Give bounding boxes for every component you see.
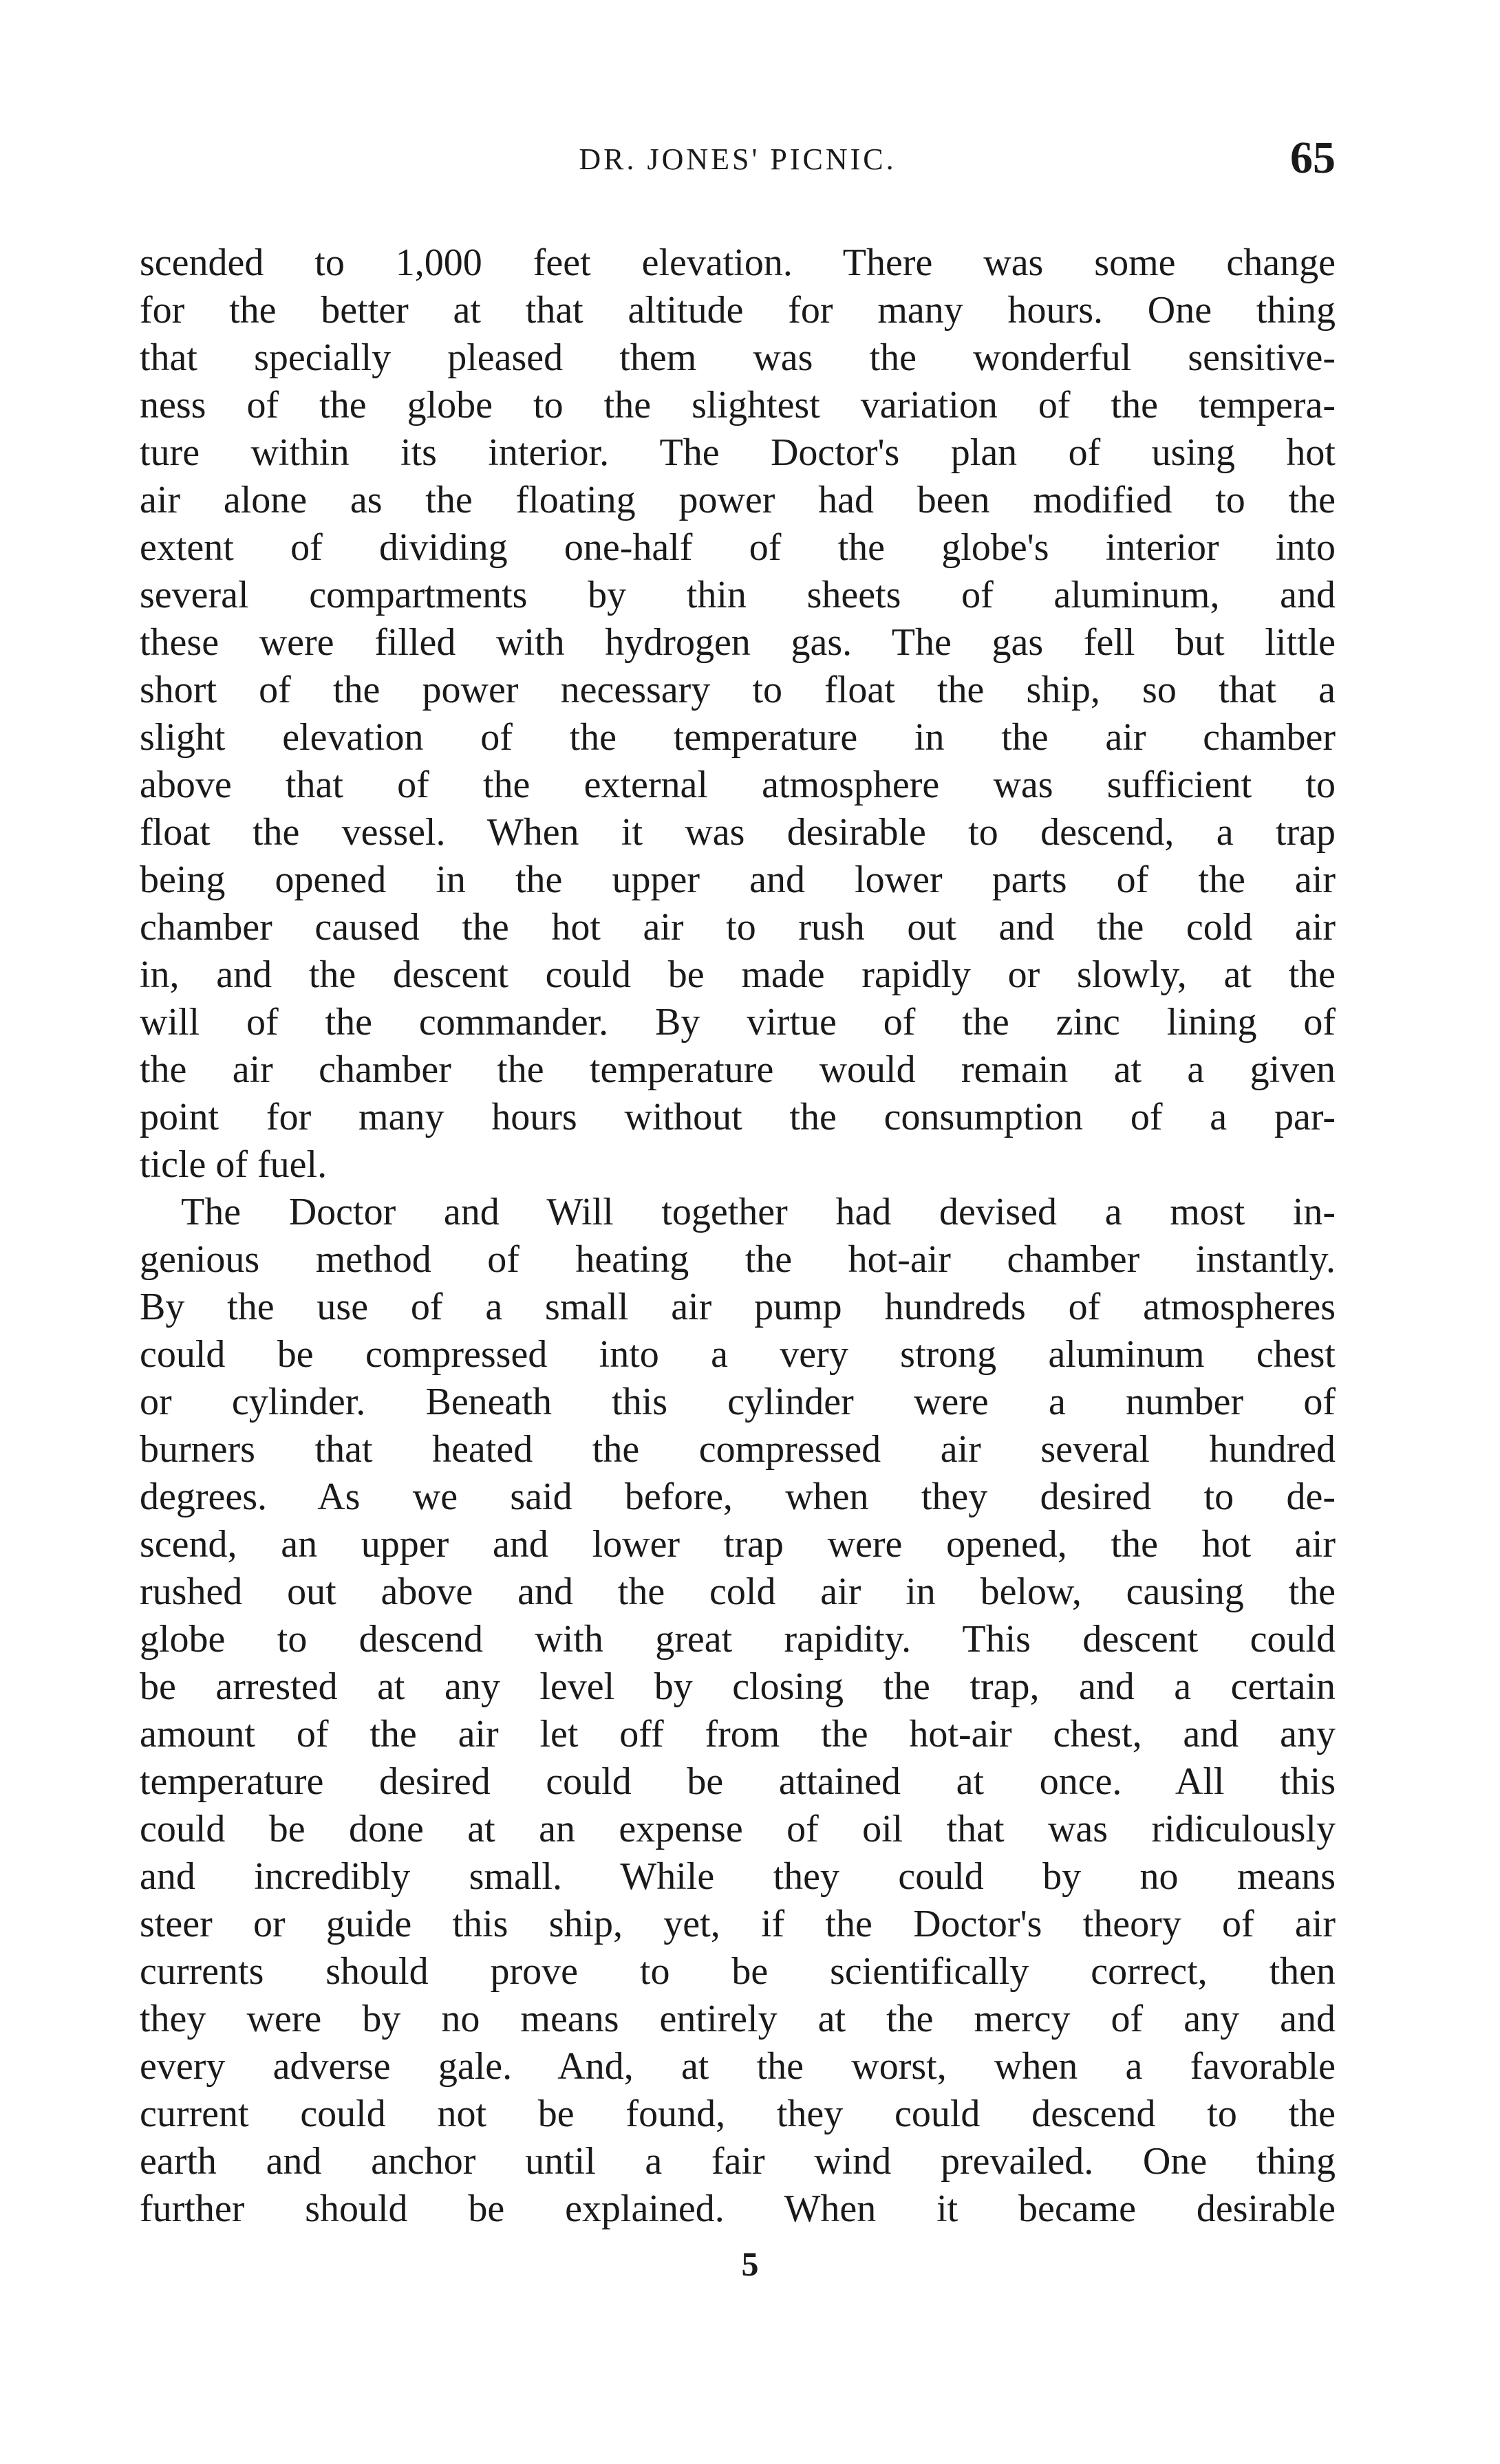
- text-line: being opened in the upper and lower parts of the air: [140, 858, 1336, 901]
- running-head: [140, 132, 1336, 194]
- running-title: DR. JONES' PICNIC.: [579, 142, 897, 176]
- text-line: steer or guide this ship, yet, if the Doctor's theory of air: [140, 1903, 1336, 1945]
- text-line: extent of dividing one-half of the globe's interior into: [140, 526, 1336, 569]
- text-line: float the vessel. When it was desirable to descend, a trap: [140, 811, 1336, 854]
- text-line: By the use of a small air pump hundreds of atmospheres: [140, 1286, 1336, 1328]
- text-line: ture within its interior. The Doctor's plan of using hot: [140, 431, 1336, 474]
- text-line: chamber caused the hot air to rush out and the cold air: [140, 906, 1336, 949]
- text-line: temperature desired could be attained at once. All this: [140, 1760, 1336, 1803]
- text-line: for the better at that altitude for many hours. One thing: [140, 289, 1336, 332]
- text-line: in, and the descent could be made rapidly or slowly, at the: [140, 953, 1336, 996]
- text-line: further should be explained. When it became desirable: [140, 2187, 1336, 2230]
- text-line: they were by no means entirely at the mercy of any and: [140, 1998, 1336, 2040]
- text-line: amount of the air let off from the hot-air chest, and any: [140, 1713, 1336, 1755]
- text-line: short of the power necessary to float the ship, so that a: [140, 669, 1336, 711]
- text-line: ness of the globe to the slightest variation of the tempera-: [140, 384, 1336, 426]
- text-line: that specially pleased them was the wonderful sensitive-: [140, 336, 1336, 379]
- text-line: and incredibly small. While they could by no means: [140, 1855, 1336, 1898]
- text-line: be arrested at any level by closing the trap, and a certain: [140, 1665, 1336, 1708]
- text-line: or cylinder. Beneath this cylinder were a number of: [140, 1381, 1336, 1423]
- text-line: current could not be found, they could descend to the: [140, 2093, 1336, 2135]
- paragraph-start-line: The Doctor and Will together had devised a most in-: [181, 1191, 1336, 1233]
- text-line: earth and anchor until a fair wind prevailed. One thing: [140, 2140, 1336, 2183]
- text-line: globe to descend with great rapidity. This descent could: [140, 1618, 1336, 1661]
- text-line: air alone as the floating power had been modified to the: [140, 479, 1336, 521]
- text-line: rushed out above and the cold air in below, causing the: [140, 1570, 1336, 1613]
- text-line: point for many hours without the consumption of a par-: [140, 1096, 1336, 1138]
- page-number: 65: [1290, 133, 1336, 183]
- text-line: burners that heated the compressed air several hundred: [140, 1428, 1336, 1471]
- text-line: these were filled with hydrogen gas. The gas fell but little: [140, 621, 1336, 664]
- text-line: above that of the external atmosphere was sufficient to: [140, 764, 1336, 806]
- text-line: the air chamber the temperature would remain at a given: [140, 1048, 1336, 1091]
- text-line: genious method of heating the hot-air chamber instantly.: [140, 1238, 1336, 1281]
- text-line: slight elevation of the temperature in the air chamber: [140, 716, 1336, 759]
- body-text: [140, 239, 1336, 2233]
- text-line: currents should prove to be scientifically correct, then: [140, 1950, 1336, 1993]
- text-line: degrees. As we said before, when they desired to de-: [140, 1476, 1336, 1518]
- text-line: every adverse gale. And, at the worst, when a favorable: [140, 2045, 1336, 2088]
- paragraph-end-line: ticle of fuel.: [140, 1143, 328, 1186]
- text-line: could be compressed into a very strong aluminum chest: [140, 1333, 1336, 1376]
- text-line: will of the commander. By virtue of the zinc lining of: [140, 1001, 1336, 1044]
- signature-mark: 5: [741, 2245, 759, 2283]
- text-line: scended to 1,000 feet elevation. There was some change: [140, 241, 1336, 284]
- text-line: could be done at an expense of oil that was ridiculously: [140, 1808, 1336, 1850]
- text-line: scend, an upper and lower trap were opened, the hot air: [140, 1523, 1336, 1566]
- text-line: several compartments by thin sheets of aluminum, and: [140, 574, 1336, 616]
